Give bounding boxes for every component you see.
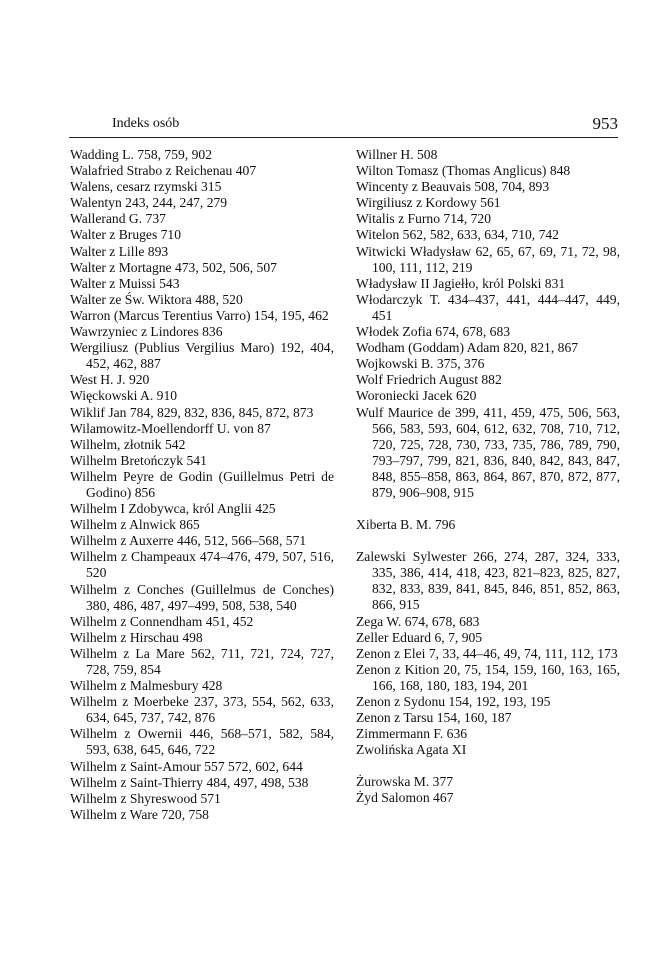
index-entry: Wilhelm z Conches (Guillelmus de Conches) 380, 486, 487, 497–499, 508, 538, 540 xyxy=(70,581,334,613)
index-entry: Wirgiliusz z Kordowy 561 xyxy=(356,195,501,211)
index-entry: Żyd Salomon 467 xyxy=(356,790,454,806)
page-number: 953 xyxy=(592,114,618,133)
index-group-x xyxy=(356,517,620,533)
index-column-left xyxy=(70,147,334,823)
index-entry: Zalewski Sylwester 266, 274, 287, 324, 333, 335, 386, 414, 418, 423, 821–823, 825, 827, 832, 833, 839, 841, 845, 846, 851, 852, 863, 866, 915 xyxy=(356,549,620,613)
index-entry: Wiklif Jan 784, 829, 832, 836, 845, 872, 873 xyxy=(70,404,314,420)
index-entry: Walafried Strabo z Reichenau 407 xyxy=(70,163,257,179)
index-entry: Wilhelm z Moerbeke 237, 373, 554, 562, 633, 634, 645, 737, 742, 876 xyxy=(70,694,334,726)
index-entry: Zwolińska Agata XI xyxy=(356,742,467,758)
index-entry: Wilhelm z Champeaux 474–476, 479, 507, 516, 520 xyxy=(70,549,334,581)
index-entry: Wilton Tomasz (Thomas Anglicus) 848 xyxy=(356,163,571,179)
index-entry: Zenon z Kition 20, 75, 154, 159, 160, 163, 165, 166, 168, 180, 183, 194, 201 xyxy=(356,661,620,693)
index-entry: West H. J. 920 xyxy=(70,372,150,388)
index-group-z xyxy=(356,549,620,758)
index-entry: Zenon z Sydonu 154, 192, 193, 195 xyxy=(356,694,551,709)
index-entry: Witelon 562, 582, 633, 634, 710, 742 xyxy=(356,227,559,243)
index-entry: Wilhelm z Malmesbury 428 xyxy=(70,678,223,694)
index-entry: Włodek Zofia 674, 678, 683 xyxy=(356,324,511,340)
index-column-right xyxy=(356,147,620,807)
index-entry: Włodarczyk T. 434–437, 441, 444–447, 449, 451 xyxy=(356,291,620,323)
index-entry: Walentyn 243, 244, 247, 279 xyxy=(70,195,228,211)
index-entry: Wulf Maurice de 399, 411, 459, 475, 506, 563, 566, 583, 593, 604, 612, 632, 708, 710, 712, 720, 725, 728, 730, 733, 735, 786, 789, 790, 793–797, 799, 821, 836, 840, 842, 843, 847, 848, 855–858, 863, 864, 867, 870, 872, 877, 879, 906–908, 915 xyxy=(356,404,620,500)
index-entry: Wilhelm z Connendham 451, 452 xyxy=(70,613,254,629)
group-gap xyxy=(356,758,620,774)
index-entry: Wilhelm z Saint-Amour 557 572, 602, 644 xyxy=(70,758,303,774)
index-entry: Żurowska M. 377 xyxy=(356,774,454,790)
index-entry: Wawrzyniec z Lindores 836 xyxy=(70,324,223,340)
group-gap xyxy=(356,501,620,517)
index-entry: Wojkowski B. 375, 376 xyxy=(356,356,485,372)
index-entry: Wincenty z Beauvais 508, 704, 893 xyxy=(356,179,550,195)
index-entry: Wilhelm z Hirschau 498 xyxy=(70,629,203,645)
index-entry: Wilhelm z Ware 720, 758 xyxy=(70,806,209,822)
index-entry: Zenon z Elei 7, 33, 44–46, 49, 74, 111, 112, 173 xyxy=(356,645,618,661)
index-entry: Walter z Lille 893 xyxy=(70,243,169,259)
index-entry: Wilhelm, złotnik 542 xyxy=(70,436,186,452)
index-entry: Wilhelm I Zdobywca, król Anglii 425 xyxy=(70,501,276,517)
index-entry: Wilhelm z Alnwick 865 xyxy=(70,517,200,533)
index-entry: Wilamowitz-Moellendorff U. von 87 xyxy=(70,420,271,436)
index-entry: Zenon z Tarsu 154, 160, 187 xyxy=(356,710,512,726)
index-entry: Zega W. 674, 678, 683 xyxy=(356,613,480,629)
index-entry: Warron (Marcus Terentius Varro) 154, 195, 462 xyxy=(70,307,329,323)
index-entry: Walens, cesarz rzymski 315 xyxy=(70,179,222,195)
index-entry: Wilhelm Peyre de Godin (Guillelmus Petri de Godino) 856 xyxy=(70,468,334,500)
index-entry: Wilhelm z Saint-Thierry 484, 497, 498, 538 xyxy=(70,774,309,790)
index-entry: Walter ze Św. Wiktora 488, 520 xyxy=(70,291,243,307)
index-group-w xyxy=(356,147,620,501)
index-entry: Wadding L. 758, 759, 902 xyxy=(70,147,213,162)
index-entry: Władysław II Jagiełło, król Polski 831 xyxy=(356,275,566,291)
index-entry: Wolf Friedrich August 882 xyxy=(356,372,502,388)
index-entry: Witwicki Władysław 62, 65, 67, 69, 71, 72, 98, 100, 111, 112, 219 xyxy=(356,243,620,275)
index-group-z-dot xyxy=(356,774,620,806)
running-title: Indeks osób xyxy=(112,116,180,131)
group-gap xyxy=(356,533,620,549)
header-rule xyxy=(69,137,618,138)
index-entry: Woroniecki Jacek 620 xyxy=(356,388,477,404)
index-entry: Xiberta B. M. 796 xyxy=(356,517,456,533)
index-entry: Wilhelm z Shyreswood 571 xyxy=(70,790,221,806)
index-entry: Willner H. 508 xyxy=(356,147,438,162)
index-entry: Wilhelm z La Mare 562, 711, 721, 724, 727, 728, 759, 854 xyxy=(70,645,334,677)
index-entry: Wilhelm Bretończyk 541 xyxy=(70,452,207,468)
index-entry: Walter z Mortagne 473, 502, 506, 507 xyxy=(70,259,277,275)
index-entry: Zeller Eduard 6, 7, 905 xyxy=(356,629,483,645)
index-entry: Zimmermann F. 636 xyxy=(356,726,468,742)
index-entry: Wilhelm z Owernii 446, 568–571, 582, 584, 593, 638, 645, 646, 722 xyxy=(70,726,334,758)
index-entry: Witalis z Furno 714, 720 xyxy=(356,211,492,227)
index-entry: Walter z Muissi 543 xyxy=(70,275,180,291)
index-entry: Wodham (Goddam) Adam 820, 821, 867 xyxy=(356,340,579,356)
index-entry: Wallerand G. 737 xyxy=(70,211,166,227)
index-entry: Wilhelm z Auxerre 446, 512, 566–568, 571 xyxy=(70,533,307,549)
index-entry: Wergiliusz (Publius Vergilius Maro) 192, 404, 452, 462, 887 xyxy=(70,340,334,372)
index-entry: Więckowski A. 910 xyxy=(70,388,178,404)
index-entry: Walter z Bruges 710 xyxy=(70,227,182,243)
